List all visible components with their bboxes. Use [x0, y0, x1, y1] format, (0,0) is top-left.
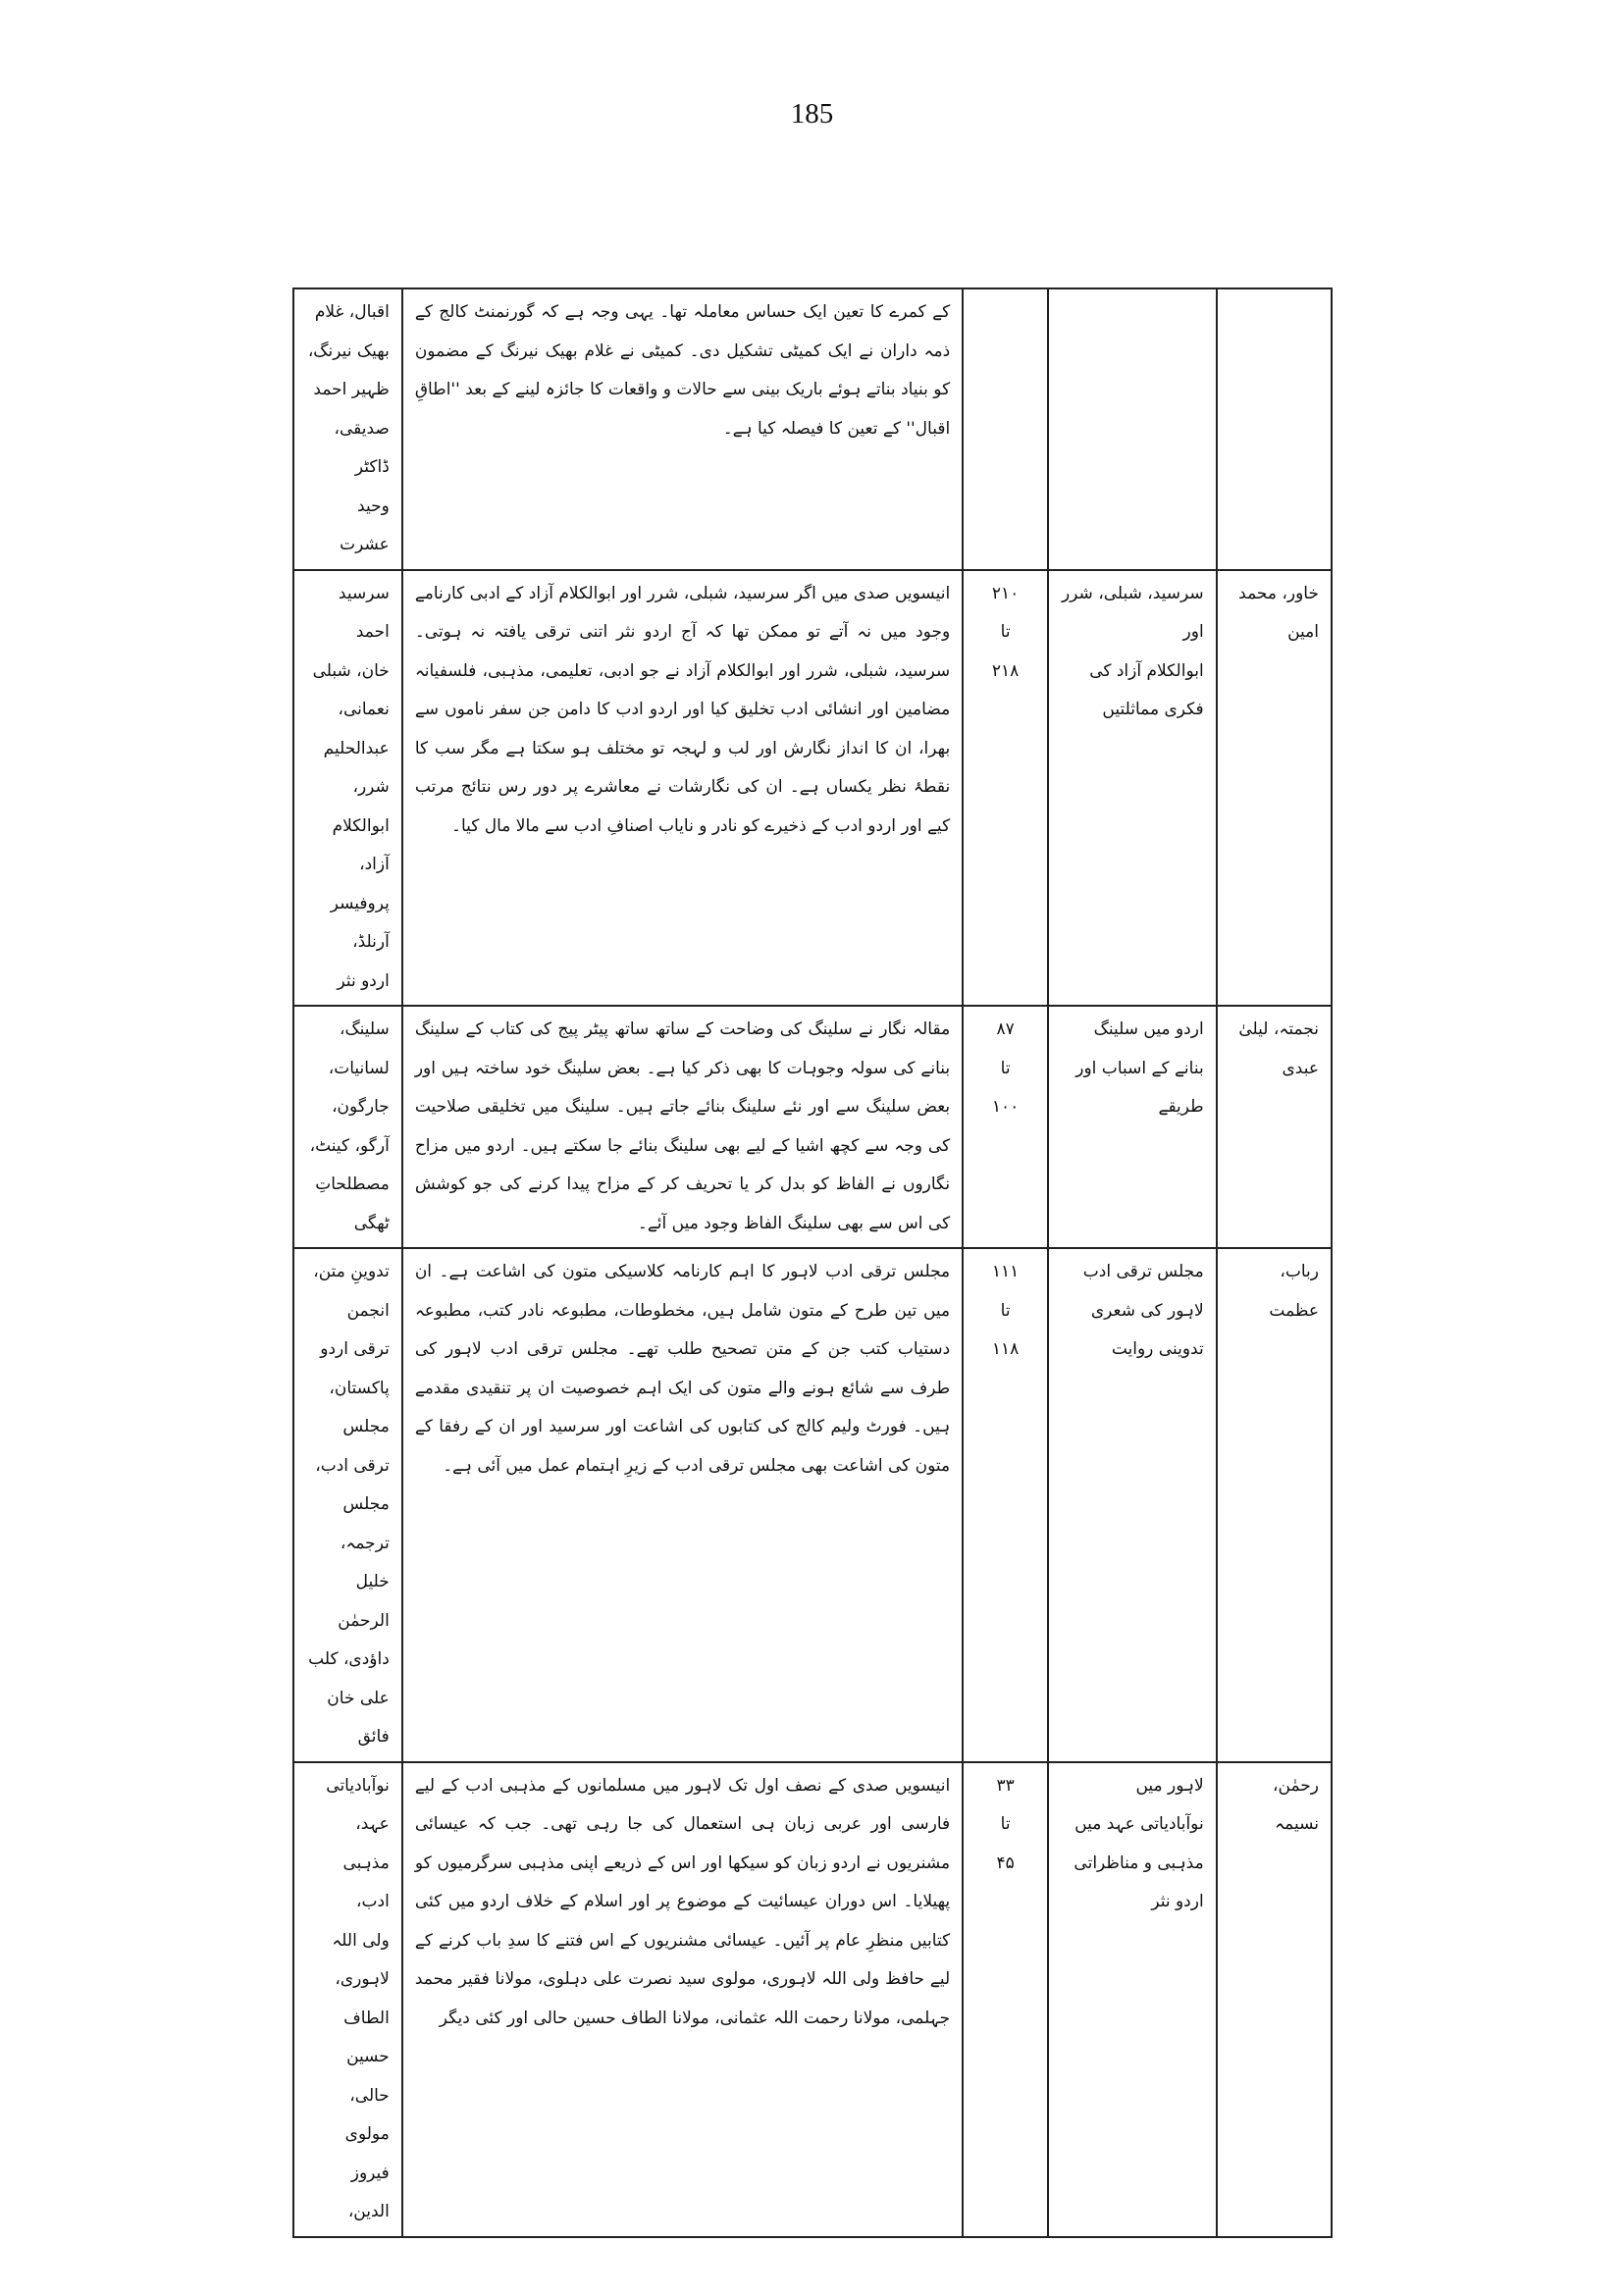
title-cell: مجلس ترقی ادب لاہور کی شعری تدوینی روایت [1048, 1248, 1217, 1762]
author-cell: رباب، عظمت [1217, 1248, 1332, 1762]
abstract-cell: مقالہ نگار نے سلینگ کی وضاحت کے ساتھ ساتھ پیٹر پیج کی کتاب کے سلینگ بنانے کی سولہ وجوہات کا بھی ذکر کیا ہے۔ بعض سلینگ خود ساختہ ہیں اور بعض سلینگ سے اور نئے سلینگ بنائے جاتے ہیں۔ سلینگ میں تخلیقی صلاحیت کی وجہ سے کچھ اشیا کے لیے بھی سلینگ بنائے جا سکتے ہیں۔ اردو میں مزاح نگاروں نے الفاظ کو بدل کر یا تحریف کر کے مزاح پیدا کرنے کی جو کوشش کی اس سے بھی سلینگ الفاظ وجود میں آئے۔ [402, 1006, 963, 1248]
title-cell [1048, 288, 1217, 570]
keywords-cell: تدوینِ متن، انجمن ترقی اردو پاکستان، مجلس ترقی ادب، مجلس ترجمہ، خلیل الرحمٰن داؤدی، کلب علی خان فائق [293, 1248, 402, 1762]
title-cell: لاہور میں نوآبادیاتی عہد میں مذہبی و مناظراتی اردو نثر [1048, 1762, 1217, 2237]
author-cell: رحمٰن، نسیمہ [1217, 1762, 1332, 2237]
abstract-cell: انیسویں صدی کے نصف اول تک لاہور میں مسلمانوں کے مذہبی ادب کے لیے فارسی اور عربی زبان ہی استعمال کی جا رہی تھی۔ جب کہ عیسائی مشنریوں نے اردو زبان کو سیکھا اور اس کے ذریعے اپنی مذہبی سرگرمیوں کو پھیلایا۔ اس دوران عیسائیت کے موضوع پر اور اسلام کے خلاف اردو میں کئی کتابیں منظرِ عام پر آئیں۔ عیسائی مشنریوں کے اس فتنے کا سدِ باب کرنے کے لیے حافظ ولی اللہ لاہوری، مولوی سید نصرت علی دہلوی، مولانا فقیر محمد جہلمی، مولانا رحمت اللہ عثمانی، مولانا الطاف حسین حالی اور کئی دیگر [402, 1762, 963, 2237]
keywords-cell: سلینگ، لسانیات، جارگون، آرگو، کینٹ، مصطلحاتِ ٹھگی [293, 1006, 402, 1248]
keywords-cell: نوآبادیاتی عہد، مذہبی ادب، ولی اللہ لاہوری، الطاف حسین حالی، مولوی فیروز الدین، [293, 1762, 402, 2237]
author-cell: نجمتہ، لیلیٰ عبدی [1217, 1006, 1332, 1248]
page-number: 185 [790, 98, 834, 130]
bibliography-table [292, 287, 1333, 2238]
abstract-cell: کے کمرے کا تعین ایک حساس معاملہ تھا۔ یہی وجہ ہے کہ گورنمنٹ کالج کے ذمہ داران نے ایک کمیٹی تشکیل دی۔ کمیٹی نے غلام بھیک نیرنگ کے مضمون کو بنیاد بناتے ہوئے باریک بینی سے حالات و واقعات کا جائزہ لینے کے بعد ''اطاقِ اقبال'' کے تعین کا فیصلہ کیا ہے۔ [402, 288, 963, 570]
table-row [293, 288, 1332, 570]
abstract-cell: انیسویں صدی میں اگر سرسید، شبلی، شرر اور ابوالکلام آزاد کے ادبی کارنامے وجود میں نہ آتے تو ممکن تھا کہ آج اردو نثر اتنی ترقی یافتہ نہ ہوتی۔ سرسید، شبلی، شرر اور ابوالکلام آزاد نے جو ادبی، تعلیمی، مذہبی، فلسفیانہ مضامین اور انشائی ادب تخلیق کیا اور اردو ادب کا دامن جن سفر ناموں سے بھرا، ان کا انداز نگارش اور لب و لہجہ تو مختلف ہو سکتا ہے مگر سب کا نقطۂ نظر یکساں ہے۔ ان کی نگارشات نے معاشرے پر دور رس نتائج مرتب کیے اور اردو ادب کے ذخیرے کو نادر و نایاب اصنافِ ادب سے مالا مال کیا۔ [402, 570, 963, 1007]
pages-cell: ۳۳ تا ۴۵ [963, 1762, 1048, 2237]
pages-cell [963, 288, 1048, 570]
pages-cell: ۸۷ تا ۱۰۰ [963, 1006, 1048, 1248]
pages-cell: ۱۱۱ تا ۱۱۸ [963, 1248, 1048, 1762]
title-cell: اردو میں سلینگ بنانے کے اسباب اور طریقے [1048, 1006, 1217, 1248]
table-row [293, 1762, 1332, 2237]
table-row [293, 570, 1332, 1007]
title-cell: سرسید، شبلی، شرر اور ابوالکلام آزاد کی فکری مماثلتیں [1048, 570, 1217, 1007]
keywords-cell: سرسید احمد خان، شبلی نعمانی، عبدالحلیم شرر، ابوالکلام آزاد، پروفیسر آرنلڈ، اردو نثر [293, 570, 402, 1007]
table-row [293, 1248, 1332, 1762]
author-cell [1217, 288, 1332, 570]
keywords-cell: اقبال، غلام بھیک نیرنگ، ظہیر احمد صدیقی، ڈاکٹر وحید عشرت [293, 288, 402, 570]
author-cell: خاور، محمد امین [1217, 570, 1332, 1007]
table-row [293, 1006, 1332, 1248]
pages-cell: ۲۱۰ تا ۲۱۸ [963, 570, 1048, 1007]
abstract-cell: مجلس ترقی ادب لاہور کا اہم کارنامہ کلاسیکی متون کی اشاعت ہے۔ ان میں تین طرح کے متون شامل ہیں، مخطوطات، مطبوعہ نادر کتب، مطبوعہ دستیاب کتب جن کے متن تصحیح طلب تھے۔ مجلس ترقی ادب لاہور کی طرف سے شائع ہونے والے متون کی ایک اہم خصوصیت ان پر تنقیدی مقدمے ہیں۔ فورٹ ولیم کالج کی کتابوں کی اشاعت اور سرسید اور ان کے رفقا کے متون کی اشاعت بھی مجلس ترقی ادب کے زیرِ اہتمام عمل میں آئی ہے۔ [402, 1248, 963, 1762]
